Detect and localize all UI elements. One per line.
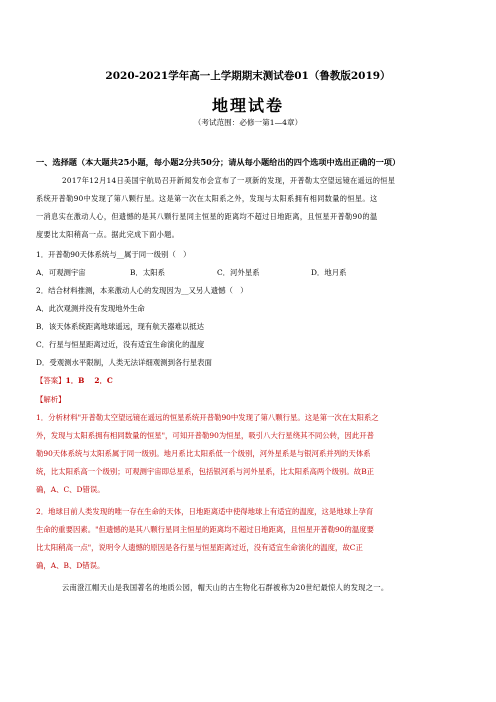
answer-values: 1．B 2．C: [65, 376, 113, 385]
section-heading: 一、选择题（本大题共25小题，每小题2分共50分；请从每小题给出的四个选项中选出正确的一项）: [36, 157, 401, 167]
question-2-option-c: C．行星与恒星距离过近，没有适宜生命演化的温度: [36, 340, 205, 349]
passage-line: 度要比太阳稍高一点。据此完成下面小题。: [36, 230, 180, 239]
question-2-option-d: D．受观测水平限制，人类无法详细观测到各行星表面: [36, 358, 212, 367]
analysis-line: 统，比太阳系高一个级别；可观测宇宙即总星系，包括银河系与河外星系，比太阳系高两个级别。故B正: [36, 467, 375, 476]
answer-label: 【答案】: [36, 376, 66, 385]
analysis-line: 生命的重要因素。"但遗憾的是其八颗行星同主恒星的距离均不超过日地距离，且恒星开普勒90的温度要: [36, 525, 374, 534]
question-2-stem: 2．结合材料推测，本来激动人心的发现因为__又另人遗憾（ ）: [36, 286, 248, 295]
passage-2-text: 云南澄江帽天山是我国著名的地质公园，帽天山的古生物化石群被称为20世纪最惊人的发现之一。: [62, 583, 389, 592]
analysis-line: 比太阳稍高一点"，说明令人遗憾的原因是各行星与恒星距离过近，没有适宜生命演化的温度，故C正: [36, 543, 363, 552]
passage-line: 系统开普勒90中发现了第八颗行星。这是第一次在太阳系之外，发现与太阳系拥有相同数量的恒星。这: [36, 194, 378, 203]
question-1-option-a: A．可观测宇宙: [36, 268, 86, 277]
analysis-line: 1．分析材料"开普勒太空望远镜在遥远的恒星系统开普勒90中发现了第八颗行星。这是第一次在太阳系之: [36, 413, 379, 422]
analysis-line: 确，A、B、D错误。: [36, 561, 105, 570]
answer-line: [36, 375, 113, 386]
analysis-label: 【解析】: [36, 395, 66, 404]
question-1-option-b: B．太阳系: [130, 268, 165, 277]
exam-title: 2020-2021学年高一上学期期末测试卷01（鲁教版2019）: [105, 70, 391, 82]
question-2-option-b: B．该天体系统距离地球遥远，现有航天器难以抵达: [36, 322, 205, 331]
analysis-line: 外，发现与太阳系拥有相同数量的恒星"，可知开普勒90为恒星，吸引八大行星绕其不同公转，因此开普: [36, 431, 374, 440]
analysis-line: 确，A、C、D错误。: [36, 485, 105, 494]
exam-scope: （考试范围：必修一第1—4章）: [193, 118, 303, 127]
passage-line: 一消息实在激动人心，但遗憾的是其八颗行星同主恒星的距离均不超过日地距离，且恒星开普勒90的温: [36, 212, 378, 221]
question-1-option-d: D．地月系: [311, 268, 347, 277]
question-1-stem: 1．开普勒90天体系统与__属于同一级别（ ）: [36, 250, 191, 259]
question-2-option-a: A．此次观测并没有发现地外生命: [36, 304, 145, 313]
analysis-line: 2．地球目前人类发现的唯一存在生命的天体，日地距离适中使得地球上有适宜的温度，这是地球上孕育: [36, 507, 374, 516]
analysis-line: 勒90天体系统与太阳系属于同一级别。地月系比太阳系低一个级别，河外星系是与银河系并列的天体系: [36, 449, 371, 458]
passage-line: 2017年12月14日美国宇航局召开新闻发布会宣布了一项新的发现，开普勒太空望远镜在遥远的恒星: [62, 176, 396, 185]
subject-title: 地理试卷: [211, 96, 284, 115]
question-1-option-c: C．河外星系: [217, 268, 260, 277]
